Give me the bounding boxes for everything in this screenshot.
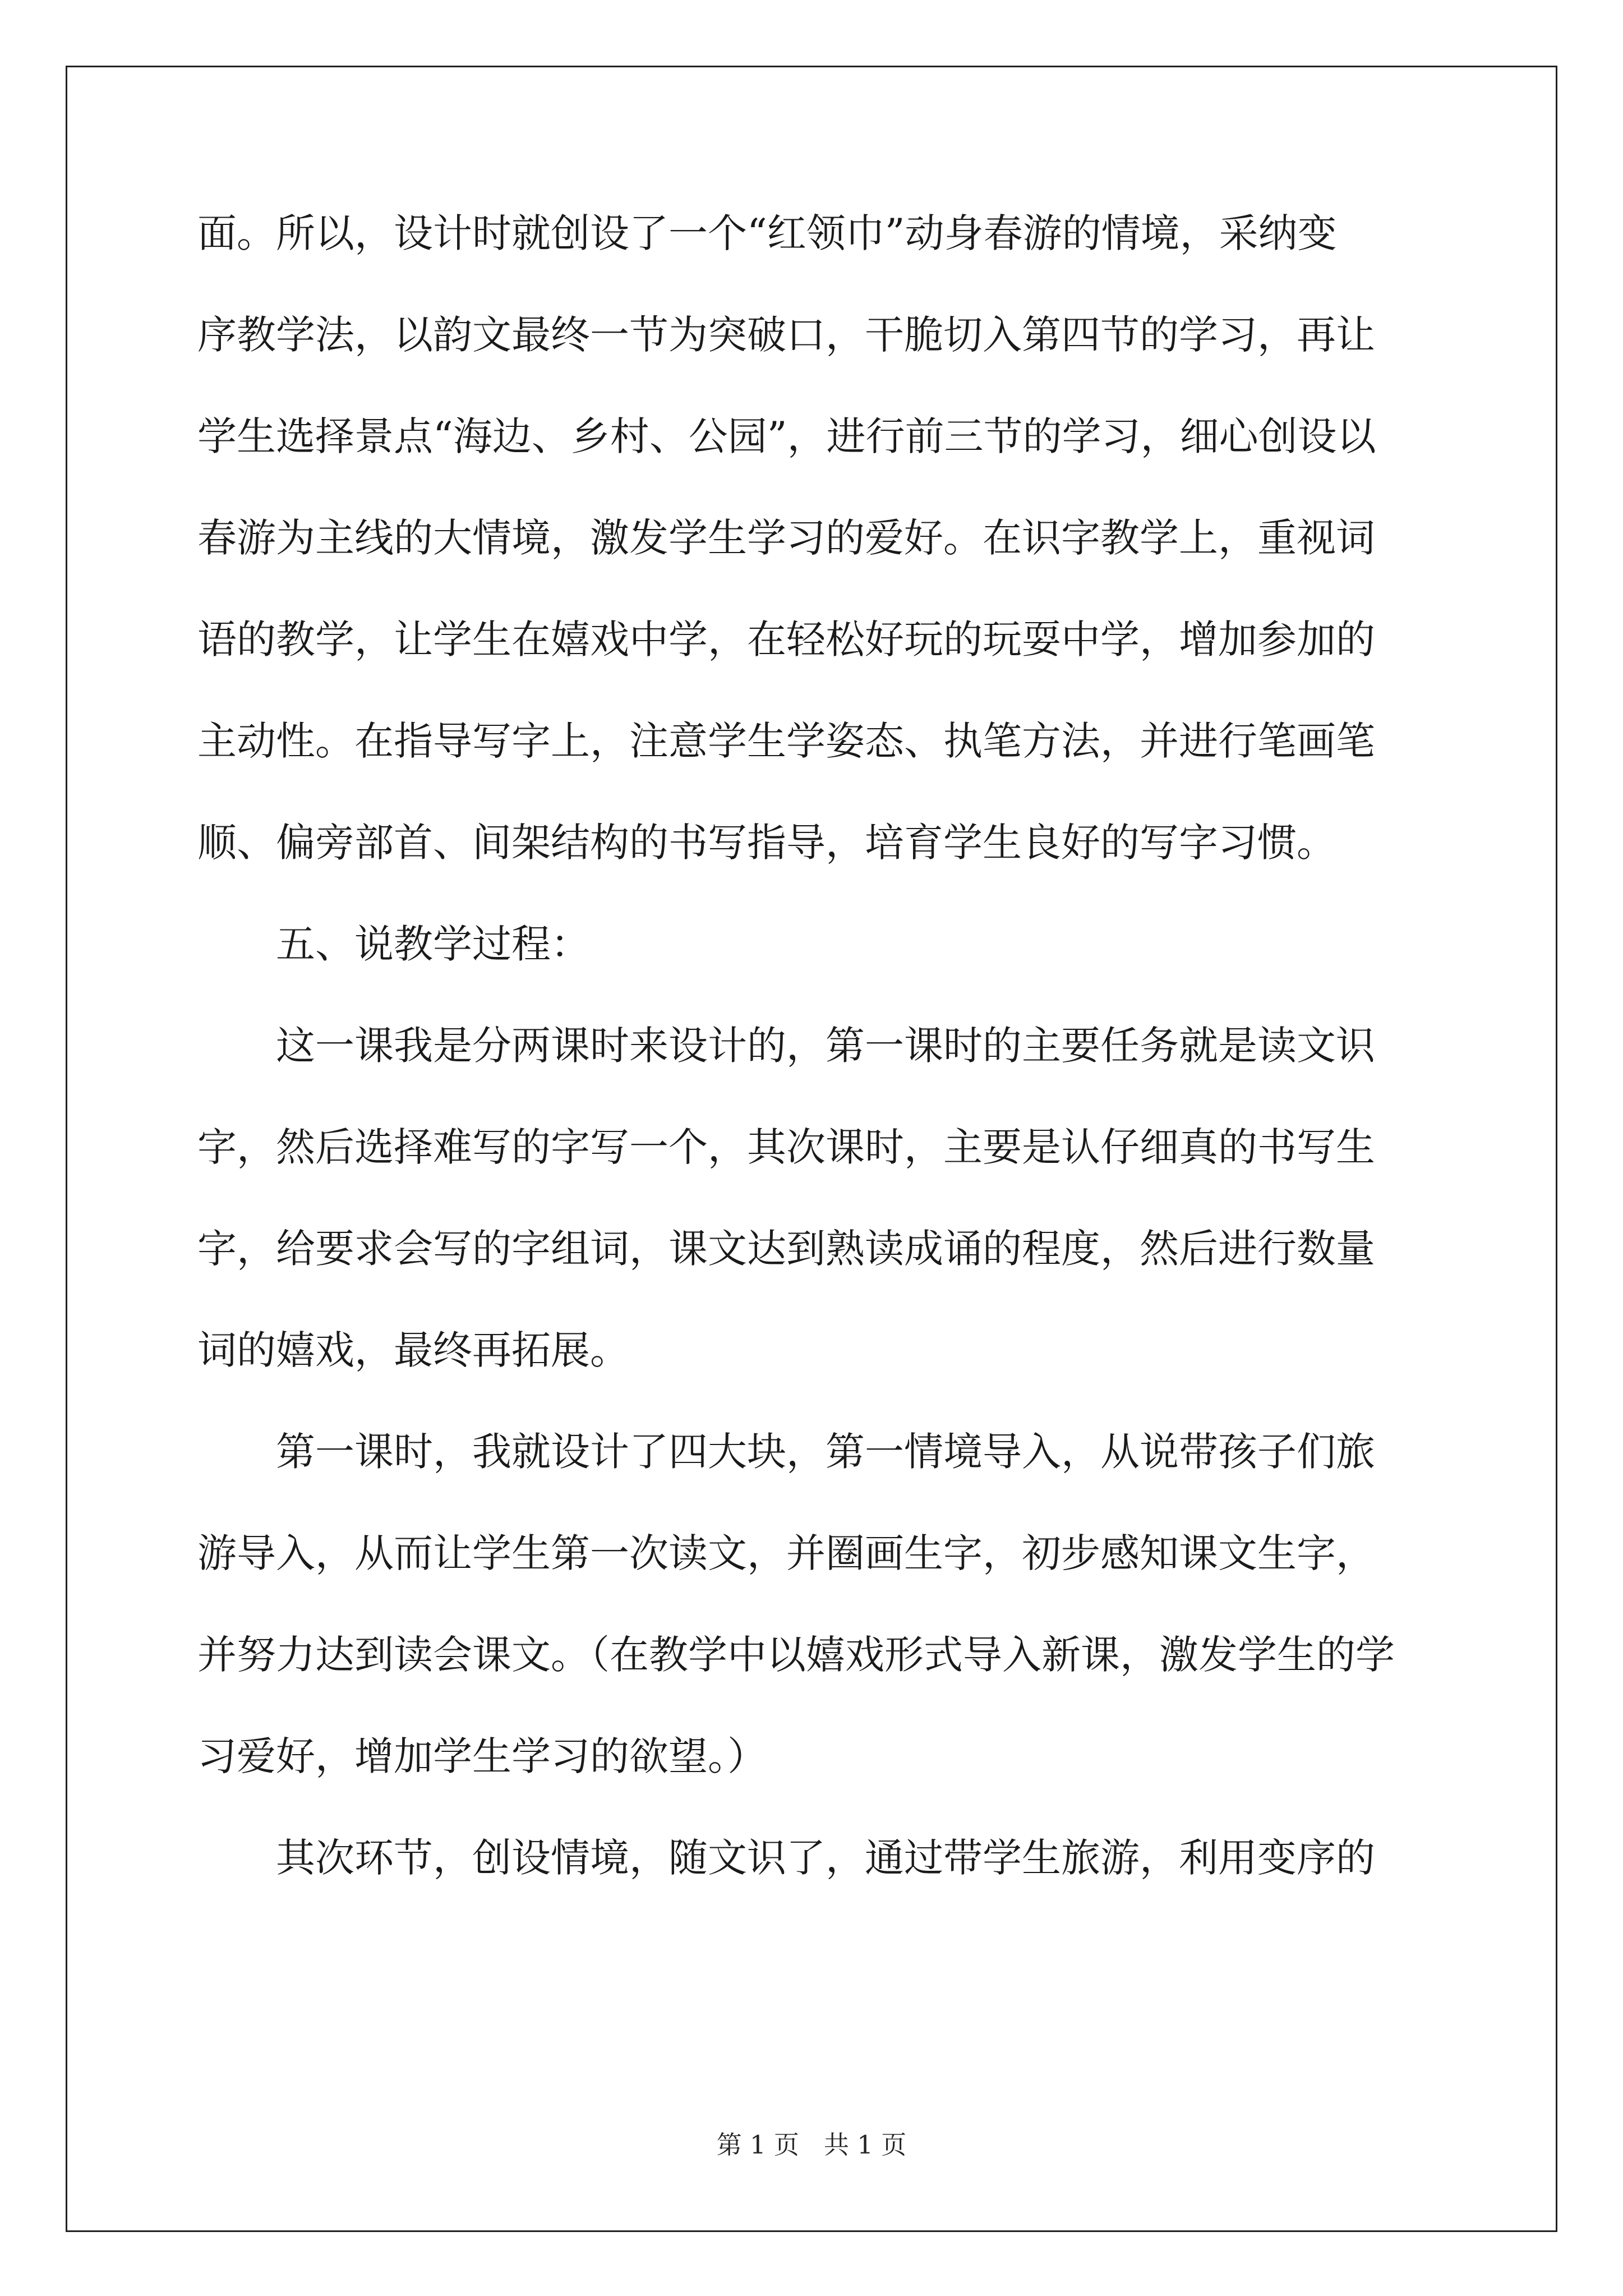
text-line: 序教学法，以韵文最终一节为突破口，干脆切入第四节的学习，再让 bbox=[197, 312, 1375, 358]
text-line: 学生选择景点“海边、乡村、公园”，进行前三节的学习，细心创设以 bbox=[197, 413, 1376, 459]
text-line: 词的嬉戏，最终再拓展。 bbox=[197, 1327, 629, 1373]
text-line: 语的教学，让学生在嬉戏中学，在轻松好玩的玩耍中学，增加参加的 bbox=[197, 616, 1375, 662]
text-line: 游导入，从而让学生第一次读文，并圈画生字，初步感知课文生字， bbox=[197, 1530, 1375, 1576]
text-line: 习爱好，增加学生学习的欲望。） bbox=[197, 1733, 767, 1779]
text-line: 字，给要求会写的字组词，课文达到熟读成诵的程度，然后进行数量 bbox=[197, 1226, 1375, 1272]
text-line: 春游为主线的大情境，激发学生学习的爱好。在识字教学上，重视词 bbox=[197, 515, 1375, 561]
document-body bbox=[197, 205, 1426, 1931]
text-line: 其次环节，创设情境，随文识了，通过带学生旅游，利用变序的 bbox=[197, 1835, 1375, 1881]
page-number: 第 1 页 bbox=[716, 2130, 799, 2160]
text-line: 第一课时，我就设计了四大块，第一情境导入，从说带孩子们旅 bbox=[197, 1429, 1375, 1475]
section-heading: 五、说教学过程： bbox=[197, 921, 590, 967]
text-line: 面。所以，设计时就创设了一个“红领巾”动身春游的情境，采纳变 bbox=[197, 210, 1337, 256]
text-line: 主动性。在指导写字上，注意学生学姿态、执笔方法，并进行笔画笔 bbox=[197, 718, 1375, 764]
text-line: 字，然后选择难写的字写一个，其次课时，主要是认仔细真的书写生 bbox=[197, 1124, 1375, 1170]
page-total: 共 1 页 bbox=[824, 2130, 907, 2160]
text-line: 顺、偏旁部首、间架结构的书写指导，培育学生良好的写字习惯。 bbox=[197, 820, 1336, 866]
page-footer bbox=[0, 2128, 1623, 2162]
text-line: 这一课我是分两课时来设计的，第一课时的主要任务就是读文识 bbox=[197, 1023, 1375, 1069]
text-line: 并努力达到读会课文。（在教学中以嬉戏形式导入新课，激发学生的学 bbox=[197, 1632, 1395, 1678]
